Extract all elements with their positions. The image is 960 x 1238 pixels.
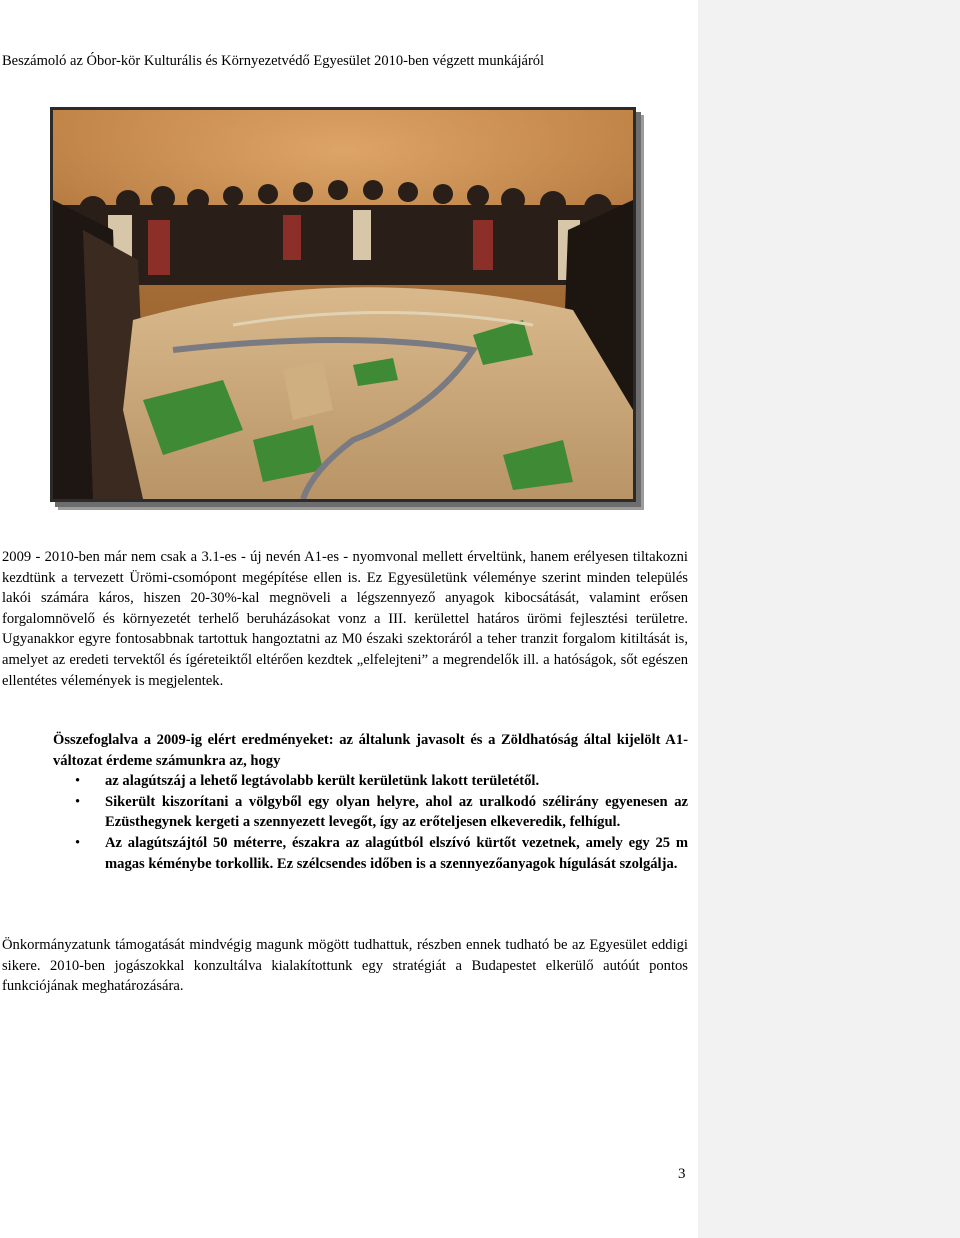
list-item — [52, 771, 688, 792]
paragraph-municipality: Önkormányzatunk támogatását mindvégig magunk mögött tudhattuk, részben ennek tudható be az Egyesület eddigi sikere. 2010-ben jogászokkal konzultálva kialakítottunk egy stratégiát a Budapestet elkerülő autóút pontos funkciójának meghatározására. — [2, 937, 688, 995]
running-header: Beszámoló az Óbor-kör Kulturális és Környezetvédő Egyesület 2010-ben végzett munkájáról — [2, 53, 545, 69]
list-item-text: Sikerült kiszorítani a völgyből egy olyan helyre, ahol az uralkodó szélirány egyenesen az Ezüsthegynek kergeti a szennyezett levegőt, így az erőteljesen elkeveredik, felhígul. — [105, 793, 688, 831]
list-item — [52, 833, 688, 874]
list-item-text: Az alagútszájtól 50 méterre, északra az alagútból elszívó kürtőt vezetnek, amely egy 25 m magas kéménybe torkollik. Ez szélcsendes időben is a szennyezőanyagok hígulását szolgálja. — [105, 834, 688, 872]
paragraph-a1-route: 2009 - 2010-ben már nem csak a 3.1-es - új nevén A1-es - nyomvonal mellett érveltünk, hanem erélyesen tiltakozni kezdtünk a tervezett Ürömi-csomópont megépítése ellen is. Ez Egyesületünk véleménye szerint minden település lakói számára káros, hiszen 20-30%-kal megnöveli a légszennyező anyagok kibocsátását, valamint erősen forgalomnövelő és környezetét terhelő beruházásokat vonz a III. kerülettel határos ürömi fejlesztési területre. Ugyanakkor egyre fontosabbnak tartottuk hangoztatni az M0 északi szektoráról a teher tranzit forgalom kitiltását is, amelyet az eredeti tervektől és ígéreteiktől eltérően kezdtek „elfelejteni” a megrendelők ill. a hatóságok, sőt egészen ellentétes vélemények is megjelentek. — [2, 549, 688, 689]
page-number: 3 — [678, 1166, 686, 1182]
list-item — [52, 792, 688, 833]
page-margin-band — [698, 0, 960, 1238]
list-item-text: az alagútszáj a lehető legtávolabb került kerületünk lakott területétől. — [105, 773, 540, 790]
exhibition-photo — [53, 110, 633, 499]
summary-list — [53, 771, 688, 874]
bullet-icon: • — [75, 834, 81, 851]
bullet-icon: • — [75, 773, 81, 790]
summary-section — [53, 730, 688, 874]
bullet-icon: • — [75, 793, 81, 810]
photo-frame — [50, 107, 636, 502]
summary-intro: Összefoglalva a 2009-ig elért eredményeket: az általunk javasolt és a Zöldhatóság által kijelölt A1-változat érdeme számunkra az, hogy — [53, 732, 688, 769]
